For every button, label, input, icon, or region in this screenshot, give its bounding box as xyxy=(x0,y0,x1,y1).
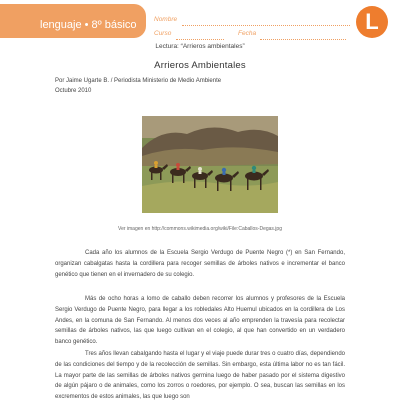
date-line xyxy=(260,39,346,40)
name-line xyxy=(182,25,350,26)
horses-painting xyxy=(142,116,278,213)
article-author: Por Jaime Ugarte B. / Periodista Ministerio de Medio Ambiente xyxy=(55,78,222,84)
article-date: Octubre 2010 xyxy=(55,88,92,94)
paragraph-2: Más de ocho horas a lomo de caballo deben recorrer los alumnos y profesores de la Escuela Sergio Verdugo de Puente Negro, para llegar a los robledales Alto Huemul ubicados en la cordillera de Los Andes, en la comuna de San Fernando. Al menos dos veces al año emprenden la travesía para recolectar semillas de árboles nativos, las que luego cultivan en el colegio, al que han convertido en un verdadero banco genético. xyxy=(55,296,345,346)
image-caption: Ver imagen en http://commons.wikimedia.org/wiki/File:Caballos-Degas.jpg xyxy=(118,226,282,232)
article-title: Arrieros Ambientales xyxy=(154,60,246,71)
paragraph-1: Cada año los alumnos de la Escuela Sergio Verdugo de Puente Negro (*) en San Fernando, organizan cabalgatas hasta la cordillera para recoger semillas de árboles nativos e incrementar el banco genético que tienen en el invernadero de su colegio. xyxy=(55,250,345,278)
subject-grade-label: lenguaje • 8º básico xyxy=(40,19,137,31)
name-label: Nombre xyxy=(154,16,178,23)
reading-subtitle: Lectura: “Arrieros ambientales” xyxy=(155,43,245,50)
student-info-fields xyxy=(146,4,356,38)
date-label: Fecha xyxy=(238,30,257,37)
course-line xyxy=(176,39,224,40)
header-banner xyxy=(0,4,146,38)
subject-logo: L xyxy=(356,6,388,38)
course-field[interactable] xyxy=(154,30,171,42)
course-label: Curso xyxy=(154,30,172,37)
paragraph-3: Tres años llevan cabalgando hasta el lugar y el viaje puede durar tres o cuatro días, dependiendo de las condiciones del tiempo y de la recolección de semillas. Sin embargo, esta última labor no es tan fácil. La mayor parte de las semillas de árboles nativos germina luego de haber pasado por el sistema digestivo de algún pájaro o de animales, como los zorros o roedores, por ejemplo. O sea, buscan las semillas en los excrementos de estos animales, las que luego son xyxy=(55,351,345,401)
date-field[interactable] xyxy=(238,30,256,42)
name-field[interactable] xyxy=(154,16,177,28)
